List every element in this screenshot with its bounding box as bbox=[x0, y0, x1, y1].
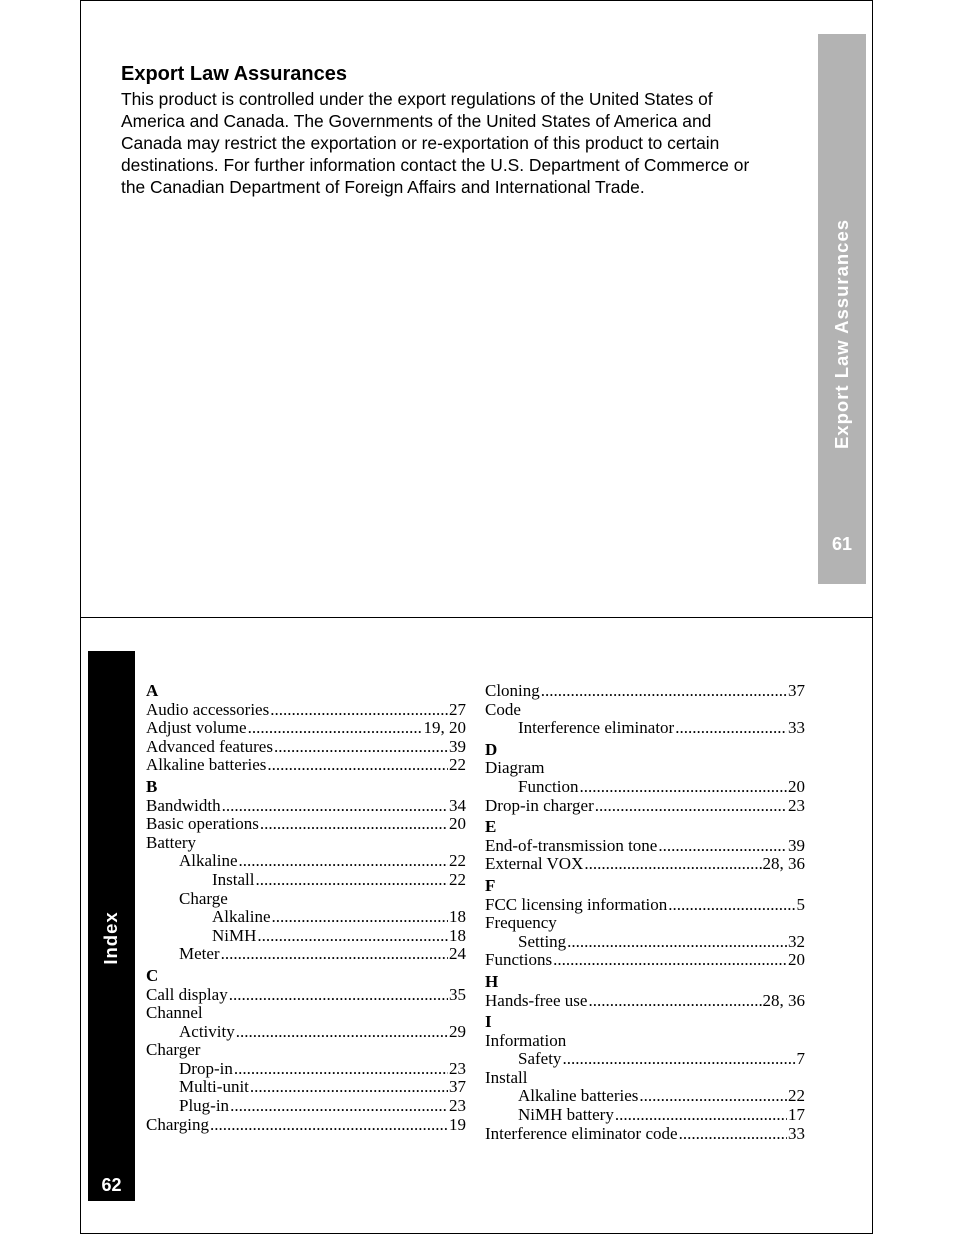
dot-leader bbox=[256, 871, 449, 890]
index-entry-page: 18 bbox=[449, 925, 466, 945]
index-group-heading: Frequency bbox=[485, 913, 557, 933]
paragraph-line: America and Canada. The Governments of the United States of America and bbox=[121, 111, 712, 131]
index-entry-page: 23 bbox=[449, 1058, 466, 1078]
dot-leader bbox=[658, 837, 787, 856]
index-entry bbox=[146, 927, 466, 946]
index-entry-page: 22 bbox=[449, 851, 466, 871]
index-entry bbox=[146, 738, 466, 757]
dot-leader bbox=[257, 927, 448, 946]
dot-leader bbox=[229, 986, 448, 1005]
index-entry-label: Advanced features bbox=[146, 736, 273, 756]
dot-leader bbox=[541, 682, 787, 701]
dot-leader bbox=[248, 719, 423, 738]
index-entry-page: 19, 20 bbox=[423, 718, 466, 738]
index-letter: A bbox=[146, 681, 159, 700]
index-entry-label: External VOX bbox=[485, 854, 584, 874]
index-entry-page: 17 bbox=[788, 1105, 805, 1125]
index-entry-label: Adjust volume bbox=[146, 718, 247, 738]
index-entry-label: Call display bbox=[146, 984, 228, 1004]
dot-leader bbox=[274, 738, 448, 757]
dot-leader bbox=[267, 756, 448, 775]
index-entry-page: 39 bbox=[449, 736, 466, 756]
index-entry bbox=[146, 908, 466, 927]
index-entry-page: 39 bbox=[788, 835, 805, 855]
index-entry bbox=[146, 756, 466, 775]
index-entry bbox=[146, 701, 466, 720]
dot-leader bbox=[222, 797, 448, 816]
index-entry-page: 20 bbox=[788, 950, 805, 970]
index-entry-label: Basic operations bbox=[146, 814, 259, 834]
index-entry-label: Alkaline batteries bbox=[518, 1086, 639, 1106]
index-entry-label: NiMH bbox=[212, 925, 257, 945]
dot-leader bbox=[239, 852, 448, 871]
index-entry bbox=[485, 896, 805, 915]
index-entry bbox=[485, 1050, 805, 1069]
index-entry bbox=[146, 797, 466, 816]
index-entry bbox=[146, 1116, 466, 1135]
dot-leader bbox=[615, 1106, 787, 1125]
dot-leader bbox=[270, 701, 448, 720]
index-entry bbox=[485, 855, 805, 874]
index-group-heading: Charge bbox=[179, 888, 228, 908]
index-entry bbox=[485, 1087, 805, 1106]
index-entry bbox=[485, 682, 805, 701]
index-entry bbox=[146, 852, 466, 871]
dot-leader bbox=[639, 1087, 787, 1106]
paragraph-line: the Canadian Department of Foreign Affairs and International Trade. bbox=[121, 177, 645, 197]
dot-leader bbox=[234, 1060, 448, 1079]
page-61 bbox=[80, 0, 873, 618]
chapter-tab bbox=[88, 651, 135, 1201]
index-letter: E bbox=[485, 817, 497, 837]
index-entry-label: Interference eliminator code bbox=[485, 1123, 678, 1143]
index-letter: I bbox=[485, 1012, 492, 1032]
dot-leader bbox=[584, 855, 761, 874]
page-62 bbox=[80, 617, 873, 1234]
paragraph-line: This product is controlled under the export regulations of the United States of bbox=[121, 89, 713, 109]
dot-leader bbox=[230, 1097, 448, 1116]
chapter-tab-label: Export Law Assurances bbox=[831, 218, 852, 450]
index-entry bbox=[485, 933, 805, 952]
index-entry-label: Hands-free use bbox=[485, 990, 588, 1010]
index-group-heading: Diagram bbox=[485, 758, 545, 778]
index-entry-label: Charging bbox=[146, 1114, 209, 1134]
chapter-tab bbox=[818, 34, 866, 584]
index-entry-page: 33 bbox=[788, 1123, 805, 1143]
index-entry-label: Function bbox=[518, 776, 579, 796]
index-entry bbox=[146, 986, 466, 1005]
dot-leader bbox=[250, 1078, 448, 1097]
index-entry bbox=[485, 837, 805, 856]
paragraph-line: destinations. For further information contact the U.S. Department of Commerce or bbox=[121, 155, 750, 175]
export-law-paragraph bbox=[121, 88, 801, 198]
index-entry-label: Bandwidth bbox=[146, 795, 221, 815]
index-entry-label: NiMH battery bbox=[518, 1105, 614, 1125]
index-entry-page: 27 bbox=[449, 699, 466, 719]
dot-leader bbox=[260, 815, 448, 834]
section-heading: Export Law Assurances bbox=[121, 63, 348, 85]
index-entry bbox=[485, 1125, 805, 1144]
index-entry-page: 22 bbox=[449, 869, 466, 889]
dot-leader bbox=[579, 778, 787, 797]
index-entry-page: 29 bbox=[449, 1021, 466, 1041]
dot-leader bbox=[679, 1125, 787, 1144]
index-group-heading: Code bbox=[485, 699, 521, 719]
index-entry-page: 28, 36 bbox=[762, 854, 805, 874]
index-entry-page: 7 bbox=[796, 1049, 805, 1069]
index-entry-page: 22 bbox=[788, 1086, 805, 1106]
index-entry bbox=[146, 1097, 466, 1116]
index-entry bbox=[485, 992, 805, 1011]
index-entry-label: FCC licensing information bbox=[485, 894, 668, 914]
index-entry bbox=[146, 719, 466, 738]
index-entry bbox=[485, 778, 805, 797]
dot-leader bbox=[588, 992, 761, 1011]
dot-leader bbox=[595, 797, 787, 816]
dot-leader bbox=[221, 945, 448, 964]
dot-leader bbox=[236, 1023, 448, 1042]
index-entry bbox=[485, 1106, 805, 1125]
index-entry-label: Alkaline bbox=[212, 907, 271, 927]
index-entry-label: Audio accessories bbox=[146, 699, 270, 719]
dot-leader bbox=[668, 896, 795, 915]
index-entry-page: 20 bbox=[449, 814, 466, 834]
index-letter: D bbox=[485, 739, 498, 759]
index-entry bbox=[146, 1023, 466, 1042]
index-letter: H bbox=[485, 971, 499, 991]
index-entry bbox=[146, 1060, 466, 1079]
index-entry-page: 23 bbox=[788, 795, 805, 815]
index-entry-label: Drop-in charger bbox=[485, 795, 594, 815]
index-column-right bbox=[485, 682, 805, 1143]
index-entry-label: Meter bbox=[179, 944, 220, 964]
index-entry-page: 35 bbox=[449, 984, 466, 1004]
index-entry-label: Drop-in bbox=[179, 1058, 233, 1078]
index-group-heading: Charger bbox=[146, 1040, 201, 1060]
dot-leader bbox=[553, 951, 787, 970]
index-entry-label: Install bbox=[212, 869, 255, 889]
page-number: 61 bbox=[831, 534, 853, 554]
index-entry-label: Multi-unit bbox=[179, 1077, 249, 1097]
index-entry-label: Alkaline bbox=[179, 851, 238, 871]
dot-leader bbox=[210, 1116, 448, 1135]
index-entry-label: Interference eliminator bbox=[518, 718, 675, 738]
index-entry-page: 33 bbox=[788, 718, 805, 738]
index-entry bbox=[485, 951, 805, 970]
index-entry-page: 28, 36 bbox=[762, 990, 805, 1010]
dot-leader bbox=[562, 1050, 795, 1069]
index-group-heading: Battery bbox=[146, 832, 197, 852]
index-entry-page: 20 bbox=[788, 776, 805, 796]
index-entry-page: 37 bbox=[449, 1077, 466, 1097]
index-letter: B bbox=[146, 776, 158, 796]
index-entry-page: 18 bbox=[449, 907, 466, 927]
index-entry bbox=[146, 945, 466, 964]
index-entry bbox=[146, 1078, 466, 1097]
index-entry-label: Functions bbox=[485, 950, 553, 970]
index-entry-label: Safety bbox=[518, 1049, 562, 1069]
index-entry-label: Plug-in bbox=[179, 1096, 230, 1116]
index-letter: C bbox=[146, 965, 159, 985]
index-entry-page: 5 bbox=[796, 894, 805, 914]
index-entry bbox=[485, 719, 805, 738]
chapter-tab-label: Index bbox=[100, 911, 121, 965]
page-number: 62 bbox=[101, 1175, 122, 1195]
index-entry-label: Alkaline batteries bbox=[146, 755, 267, 775]
index-entry-page: 37 bbox=[788, 681, 805, 700]
index-group-heading: Channel bbox=[146, 1003, 203, 1023]
index-group-heading: Information bbox=[485, 1030, 567, 1050]
index-entry-page: 19 bbox=[449, 1114, 466, 1134]
index-entry-page: 32 bbox=[788, 931, 805, 951]
index-entry-label: Cloning bbox=[485, 681, 540, 700]
index-entry-label: End-of-transmission tone bbox=[485, 835, 658, 855]
dot-leader bbox=[272, 908, 448, 927]
index-entry-page: 34 bbox=[449, 795, 466, 815]
index-entry bbox=[485, 797, 805, 816]
index-entry-page: 23 bbox=[449, 1096, 466, 1116]
index-entry-page: 24 bbox=[449, 944, 466, 964]
dot-leader bbox=[567, 933, 787, 952]
index-entry-label: Activity bbox=[179, 1021, 235, 1041]
index-entry-page: 22 bbox=[449, 755, 466, 775]
index-entry bbox=[146, 815, 466, 834]
index-group-heading: Install bbox=[485, 1067, 528, 1087]
index-entry bbox=[146, 871, 466, 890]
index-column-left bbox=[146, 682, 466, 1134]
dot-leader bbox=[675, 719, 787, 738]
index-entry-label: Setting bbox=[518, 931, 567, 951]
index-letter: F bbox=[485, 875, 496, 895]
paragraph-line: Canada may restrict the exportation or re-exportation of this product to certain bbox=[121, 133, 720, 153]
